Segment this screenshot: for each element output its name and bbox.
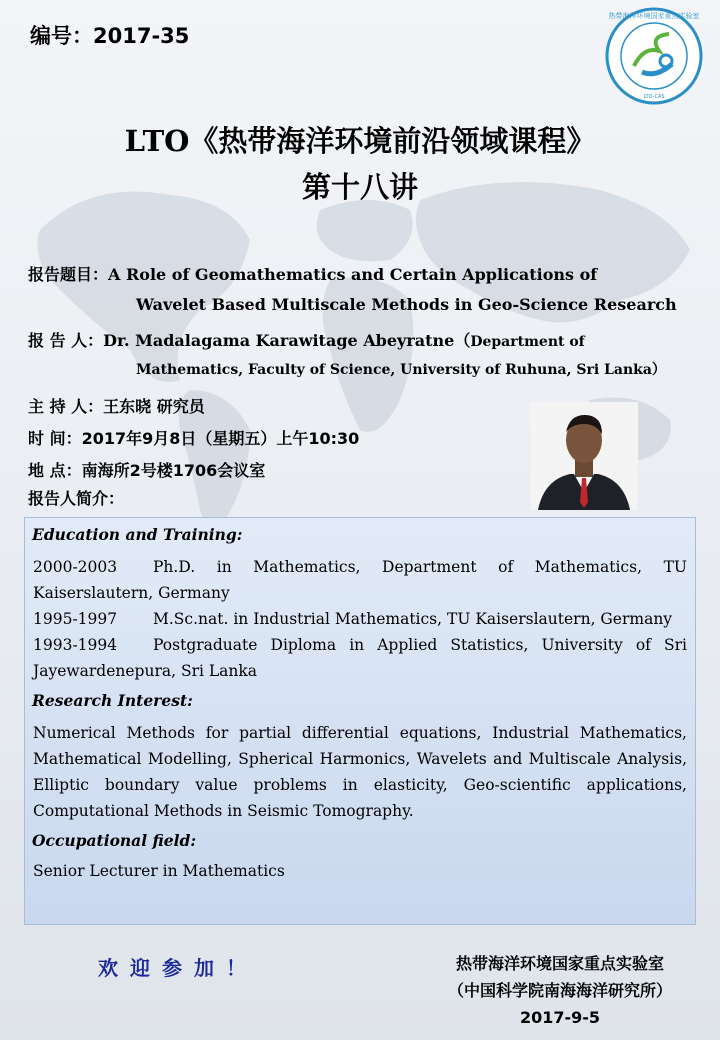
lab-logo: [604, 6, 704, 106]
logo-ring-text: 热带海洋环境国家重点实验室: [608, 12, 700, 20]
speaker-field: [28, 326, 585, 357]
education-years: 1993-1994: [33, 636, 118, 654]
place-label: 地 点：: [28, 461, 82, 480]
title-line-2: 第十八讲: [301, 170, 418, 204]
education-heading: Education and Training:: [32, 525, 243, 544]
topic-line-1: A Role of Geomathematics and Certain Applications of: [108, 265, 598, 284]
occupation-text: Senior Lecturer in Mathematics: [33, 862, 285, 880]
time-label: 时 间：: [28, 429, 82, 448]
place-value: 南海所2号楼1706会议室: [81, 461, 266, 480]
topic-line-2: Wavelet Based Multiscale Methods in Geo-Science Research: [136, 295, 677, 314]
footer-line-2: （中国科学院南海海洋研究所）: [447, 981, 672, 1000]
footer: [400, 950, 720, 1031]
education-years: 2000-2003: [33, 558, 118, 576]
bio-label: 报告人简介：: [28, 489, 125, 508]
title-line-1: LTO《热带海洋环境前沿领域课程》: [124, 124, 596, 158]
logo-abbr: LTO-CAS: [643, 94, 665, 100]
welcome-text: 欢迎参加！: [98, 956, 258, 980]
research-text: Numerical Methods for partial differential equations, Industrial Mathematics, Mathematical Modelling, Spherical Harmonics, Wavelets and Multiscale Analysis, Elliptic boundary value problems in elasticity, Geo-scientific applications, Computational Methods in Seismic Tomography.: [33, 724, 687, 820]
education-entry: [25, 606, 695, 632]
education-text: M.Sc.nat. in Industrial Mathematics, TU Kaiserslautern, Germany: [153, 610, 673, 628]
speaker-photo: [530, 402, 638, 510]
host-field: [28, 392, 205, 422]
speaker-affiliation-1: Department of: [470, 334, 585, 350]
speaker-name: Dr. Madalagama Karawitage Abeyratne（: [103, 331, 471, 350]
bio-panel: [24, 517, 696, 925]
place-field: [28, 456, 265, 486]
serial-number: 编号：2017-35: [30, 24, 190, 48]
education-text: Ph.D. in Mathematics, Department of Mathematics, TU Kaiserslautern, Germany: [33, 558, 687, 602]
education-entry: [25, 632, 695, 684]
host-value: 王东晓 研究员: [103, 397, 205, 416]
occupation-heading: Occupational field:: [32, 831, 197, 850]
research-heading: Research Interest:: [32, 691, 193, 710]
education-text: Postgraduate Diploma in Applied Statistics, University of Sri Jayewardenepura, Sri Lanka: [33, 636, 687, 680]
education-years: 1995-1997: [33, 610, 118, 628]
time-value: 2017年9月8日（星期五）上午10:30: [81, 429, 360, 448]
topic-label: 报告题目：: [28, 265, 109, 284]
education-entry: [25, 554, 695, 606]
time-field: [28, 424, 359, 454]
speaker-affiliation-2: Mathematics, Faculty of Science, University of Ruhuna, Sri Lanka）: [136, 362, 666, 378]
speaker-label: 报 告 人：: [28, 331, 104, 350]
page-title: [0, 118, 720, 210]
footer-line-1: 热带海洋环境国家重点实验室: [455, 954, 664, 973]
footer-date: 2017-9-5: [519, 1008, 601, 1027]
topic-field: [28, 260, 597, 290]
host-label: 主 持 人：: [28, 397, 104, 416]
